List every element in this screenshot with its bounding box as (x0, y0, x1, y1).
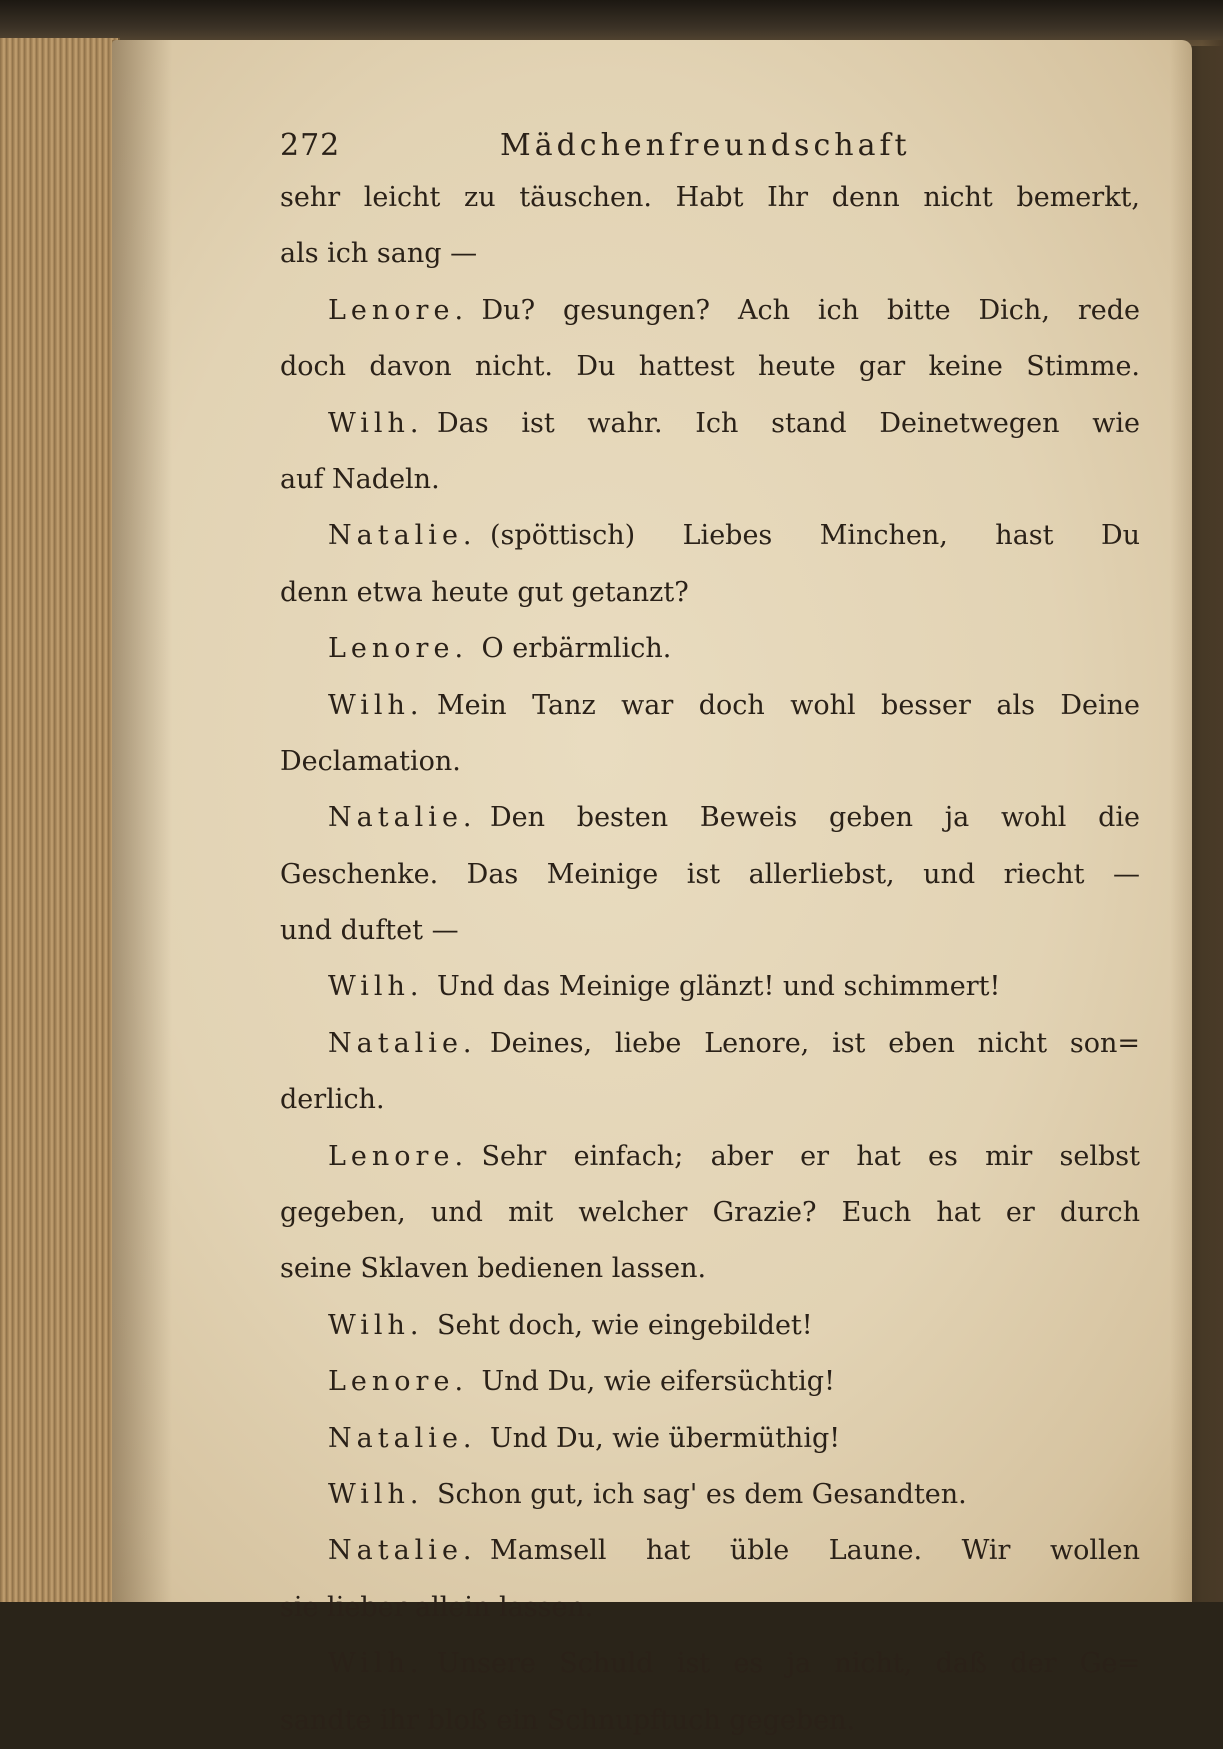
line-text: sandte ihr bloß ein Schnupftuch gegeben. (280, 1704, 856, 1736)
page-text (280, 118, 1140, 1749)
page-header (280, 118, 1140, 170)
speaker-name: Wilh. (328, 1478, 424, 1510)
line-text: und duftet — (280, 915, 459, 947)
line-text: Und das Meinige glänzt! und schimmert! (437, 971, 1001, 1003)
line-text: Seht doch, wie eingebildet! (437, 1309, 813, 1341)
line-text: sehr leicht zu täuschen. Habt Ihr denn nicht bemerkt, (280, 182, 1140, 213)
line-text: Unsere Schuld ist es ja nicht, daß der Ge= (437, 1648, 1140, 1680)
speaker-name: Wilh. (328, 689, 424, 721)
speaker-name: Natalie. (328, 1027, 477, 1059)
text-line (280, 847, 1140, 903)
speaker-name: Wilh. (328, 1309, 424, 1341)
text-line (280, 1016, 1140, 1072)
speaker-name: Lenore. (328, 1366, 469, 1398)
text-line (280, 1523, 1140, 1579)
speaker-name: Natalie. (328, 520, 477, 552)
text-line (280, 790, 1140, 846)
text-line (280, 396, 1140, 452)
page-number: 272 (280, 128, 341, 163)
text-line (280, 1467, 1140, 1523)
running-title: Mädchenfreundschaft (500, 128, 911, 163)
line-text: Und Du, wie übermüthig! (490, 1422, 841, 1454)
speaker-name: Lenore. (328, 633, 469, 665)
text-line (280, 1354, 1140, 1410)
text-line (280, 903, 1140, 959)
text-line (280, 1298, 1140, 1354)
text-line (280, 1241, 1140, 1297)
line-text: Das ist wahr. Ich stand Deinetwegen wie (437, 407, 1140, 439)
text-line (280, 452, 1140, 508)
speaker-name: Lenore. (328, 294, 469, 326)
text-line (280, 1129, 1140, 1185)
text-line (280, 170, 1140, 226)
line-text: gegeben, und mit welcher Grazie? Euch hat er durch (280, 1197, 1140, 1229)
text-line (280, 339, 1140, 395)
text-line (280, 621, 1140, 677)
line-text: Und Du, wie eifersüchtig! (481, 1366, 835, 1398)
text-line (280, 959, 1140, 1015)
text-line (280, 1185, 1140, 1241)
line-text: Den besten Beweis geben ja wohl die (490, 802, 1140, 834)
text-line (280, 1693, 1140, 1749)
speaker-name: Natalie. (328, 802, 477, 834)
line-text: Deines, liebe Lenore, ist eben nicht son= (490, 1027, 1140, 1059)
speaker-name: Natalie. (328, 1535, 477, 1567)
line-text: (spöttisch) Liebes Minchen, hast Du (490, 520, 1140, 552)
line-text: O erbärmlich. (481, 633, 672, 665)
speaker-name: Natalie. (328, 1422, 477, 1454)
dialogue-body (280, 170, 1140, 1749)
page-edges-stack (0, 38, 120, 1602)
speaker-name: Wilh. (328, 971, 424, 1003)
line-text: als ich sang — (280, 238, 478, 270)
line-text: Declamation. (280, 745, 461, 777)
text-line (280, 1072, 1140, 1128)
line-text: auf Nadeln. (280, 463, 440, 495)
text-line (280, 283, 1140, 339)
line-text: Mamsell hat üble Laune. Wir wollen (490, 1535, 1140, 1567)
speaker-name: Wilh. (328, 407, 424, 439)
text-line (280, 565, 1140, 621)
text-line (280, 678, 1140, 734)
line-text: Geschenke. Das Meinige ist allerliebst, und riecht — (280, 858, 1140, 890)
gutter-shadow (112, 40, 172, 1602)
line-text: derlich. (280, 1084, 385, 1116)
line-text: Schon gut, ich sag' es dem Gesandten. (437, 1478, 967, 1510)
speaker-name: Lenore. (328, 1140, 469, 1172)
right-page-edge (1170, 40, 1223, 1602)
line-text: Mein Tanz war doch wohl besser als Deine (437, 689, 1140, 721)
line-text: Du? gesungen? Ach ich bitte Dich, rede (481, 294, 1140, 326)
line-text: doch davon nicht. Du hattest heute gar keine Stimme. (280, 351, 1140, 383)
line-text: seine Sklaven bedienen lassen. (280, 1253, 707, 1285)
speaker-name: Wilh. (328, 1648, 424, 1680)
text-line (280, 1411, 1140, 1467)
line-text: denn etwa heute gut getanzt? (280, 576, 689, 608)
text-line (280, 508, 1140, 564)
line-text: sie lieber allein lassen. (280, 1591, 594, 1623)
line-text: Sehr einfach; aber er hat es mir selbst (481, 1140, 1140, 1172)
text-line (280, 226, 1140, 282)
text-line (280, 1636, 1140, 1692)
text-line (280, 1580, 1140, 1636)
text-line (280, 734, 1140, 790)
